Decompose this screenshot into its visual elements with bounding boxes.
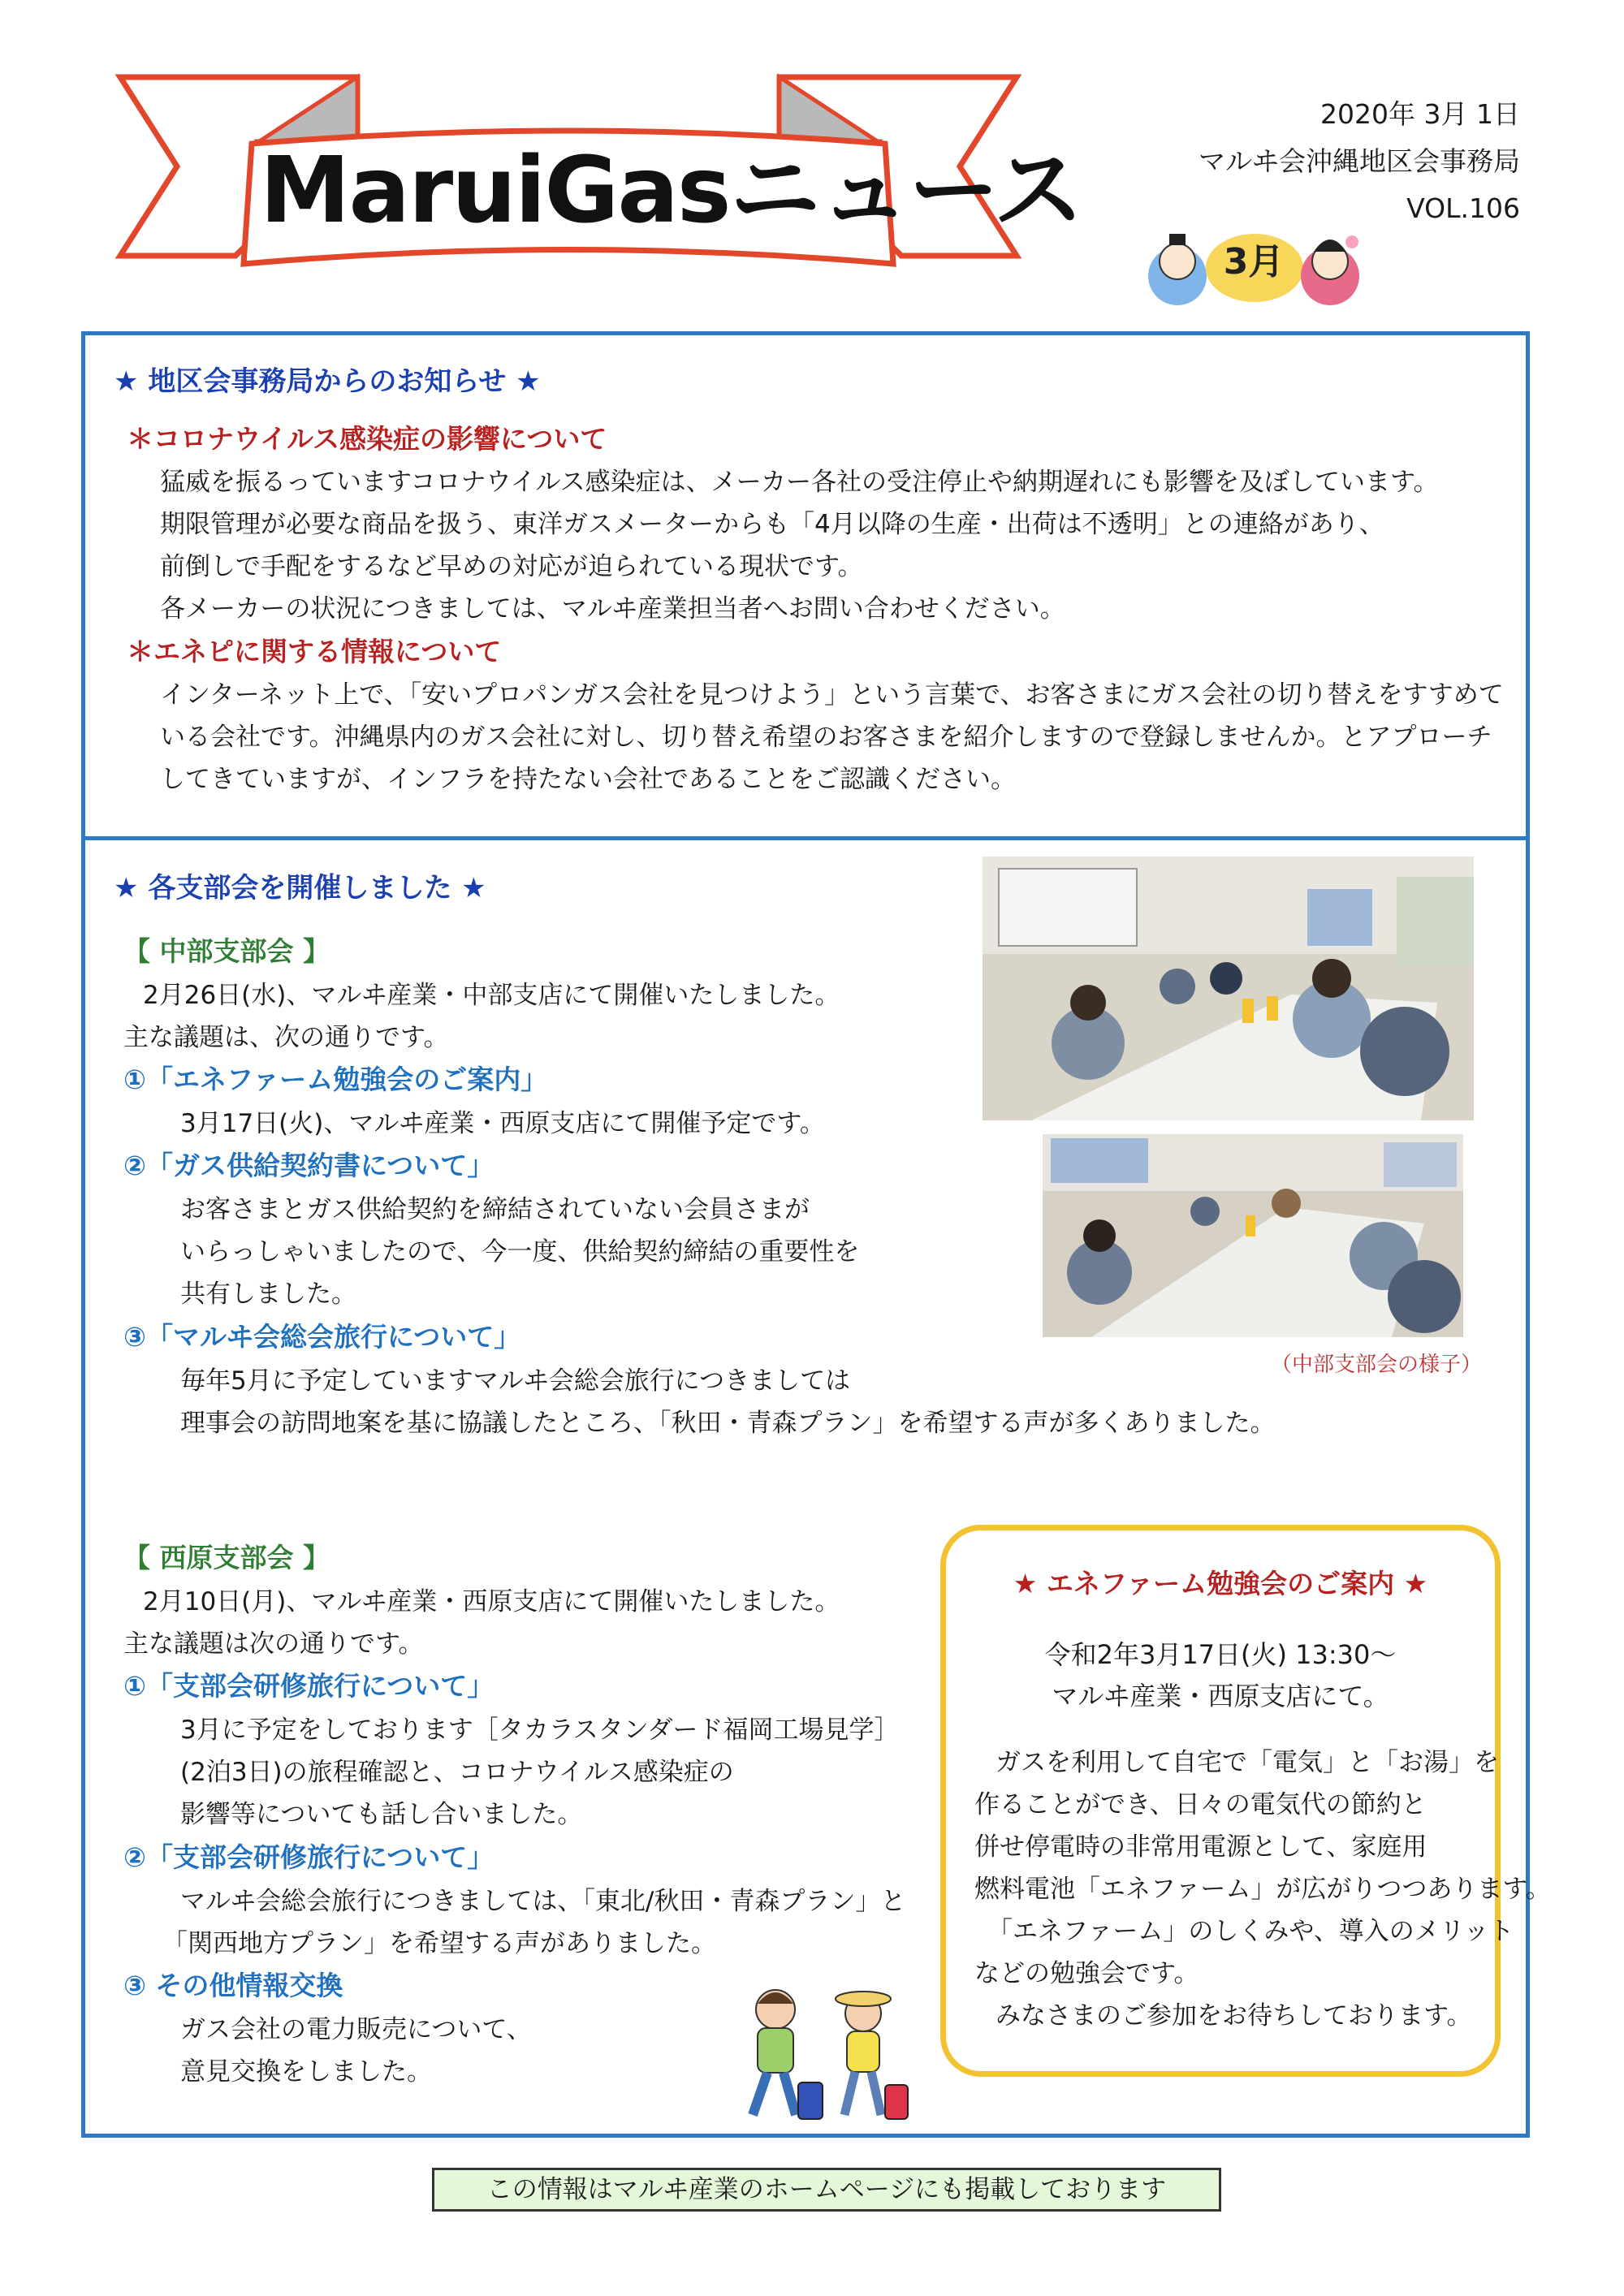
homepage-notice: この情報はマルヰ産業のホームページにも掲載しております (432, 2168, 1221, 2212)
issue-date: 2020年 3月 1日 (1320, 98, 1520, 130)
enefarm-line: みなさまのご参加をお待ちしております。 (996, 2001, 1472, 2031)
topic-line: いる会社です。沖縄県内のガス会社に対し、切り替え希望のお客さまを紹介しますので登録しませんか。とアプローチ (160, 723, 1492, 752)
topic-line: 前倒しで手配をするなど早めの対応が迫られている現状です。 (160, 552, 863, 581)
topic-line: インターネット上で、「安いプロパンガス会社を見つけよう」という言葉で、お客さまにガス会社の切り替えをすすめて (160, 680, 1504, 710)
travelers-illustration (727, 1981, 914, 2131)
chubu-item-line: 3月17日(火)、マルヰ産業・西原支店にて開催予定です。 (180, 1109, 825, 1138)
nishihara-title: 【 西原支部会 】 (123, 1542, 330, 1573)
enefarm-line: 作ることができ、日々の電気代の節約と (974, 1790, 1427, 1819)
month-badge: 3月 (1223, 241, 1285, 283)
enefarm-line: 「エネファーム」のしくみや、導入のメリット (987, 1917, 1514, 1946)
nishihara-item-title: ③ その他情報交換 (123, 1970, 343, 2001)
chubu-title: 【 中部支部会 】 (123, 935, 330, 967)
newsletter-title: MaruiGasニュース (260, 138, 1082, 244)
nishihara-item-title: ①「支部会研修旅行について」 (123, 1670, 495, 1702)
notice-heading: ★ 地区会事務局からのお知らせ ★ (114, 365, 541, 398)
chubu-intro: 主な議題は、次の通りです。 (123, 1023, 449, 1052)
topic-line: してきていますが、インフラを持たない会社であることをご認識ください。 (160, 765, 1016, 794)
chubu-item-title: ②「ガス供給契約書について」 (123, 1150, 495, 1181)
chubu-item-title: ①「エネファーム勉強会のご案内」 (123, 1064, 548, 1095)
publisher: マルヰ会沖縄地区会事務局 (1199, 145, 1520, 177)
nishihara-intro: 2月10日(月)、マルヰ産業・西原支店にて開催いたしました。 (143, 1587, 840, 1616)
enefarm-line: などの勉強会です。 (974, 1959, 1199, 1988)
section-divider (81, 836, 1530, 840)
enefarm-heading: ★ エネファーム勉強会のご案内 ★ (1013, 1568, 1428, 1599)
topic-title-corona: ＊コロナウイルス感染症の影響について (127, 423, 607, 455)
chubu-item-line: いらっしゃいましたので、今一度、供給契約締結の重要性を (180, 1237, 860, 1267)
enefarm-venue: マルヰ産業・西原支店にて。 (1052, 1681, 1389, 1711)
nishihara-item-line: 3月に予定をしております［タカラスタンダード福岡工場見学］ (180, 1716, 900, 1745)
enefarm-line: ガスを利用して自宅で「電気」と「お湯」を (996, 1748, 1499, 1777)
chubu-item-line: お客さまとガス供給契約を締結されていない会員さまが (180, 1195, 810, 1224)
enefarm-line: 燃料電池「エネファーム」が広がりつつあります。 (974, 1875, 1551, 1904)
nishihara-item-line: 「関西地方プラン」を希望する声がありました。 (162, 1929, 716, 1958)
topic-title-enepi: ＊エネピに関する情報について (127, 636, 502, 667)
topic-line: 期限管理が必要な商品を扱う、東洋ガスメーターからも「4月以降の生産・出荷は不透明」との連絡があり、 (160, 510, 1384, 539)
nishihara-item-line: ガス会社の電力販売について、 (180, 2015, 532, 2044)
header-info (1199, 91, 1520, 232)
chubu-item-title: ③「マルヰ会総会旅行について」 (123, 1321, 521, 1353)
nishihara-intro: 主な議題は次の通りです。 (123, 1629, 424, 1659)
topic-line: 猛威を振るっていますコロナウイルス感染症は、メーカー各社の受注停止や納期遅れにも影響を及ぼしています。 (160, 468, 1439, 497)
nishihara-item-title: ②「支部会研修旅行について」 (123, 1841, 495, 1873)
chubu-item-line: 共有しました。 (180, 1280, 356, 1309)
enefarm-line: 併せ停電時の非常用電源として、家庭用 (974, 1832, 1427, 1862)
meeting-photo-2 (1043, 1134, 1463, 1337)
chubu-intro: 2月26日(水)、マルヰ産業・中部支店にて開催いたしました。 (143, 981, 840, 1010)
photo-caption: （中部支部会の様子） (1271, 1353, 1483, 1377)
meeting-photo-1 (983, 857, 1474, 1120)
chubu-item-line: 毎年5月に予定していますマルヰ会総会旅行につきましては (180, 1366, 851, 1396)
meetings-heading: ★ 各支部会を開催しました ★ (114, 872, 486, 904)
nishihara-item-line: 影響等についても話し合いました。 (180, 1800, 583, 1829)
nishihara-item-line: マルヰ会総会旅行につきましては、「東北/秋田・青森プラン」と (180, 1887, 906, 1916)
nishihara-item-line: 意見交換をしました。 (180, 2057, 432, 2087)
volume-number: VOL.106 (1406, 192, 1520, 224)
nishihara-item-line: (2泊3日)の旅程確認と、コロナウイルス感染症の (180, 1758, 734, 1787)
topic-line: 各メーカーの状況につきましては、マルヰ産業担当者へお問い合わせください。 (160, 594, 1065, 624)
chubu-item-line: 理事会の訪問地案を基に協議したところ、「秋田・青森プラン」を希望する声が多くありました。 (180, 1409, 1276, 1438)
enefarm-datetime: 令和2年3月17日(火) 13:30～ (1044, 1639, 1397, 1670)
